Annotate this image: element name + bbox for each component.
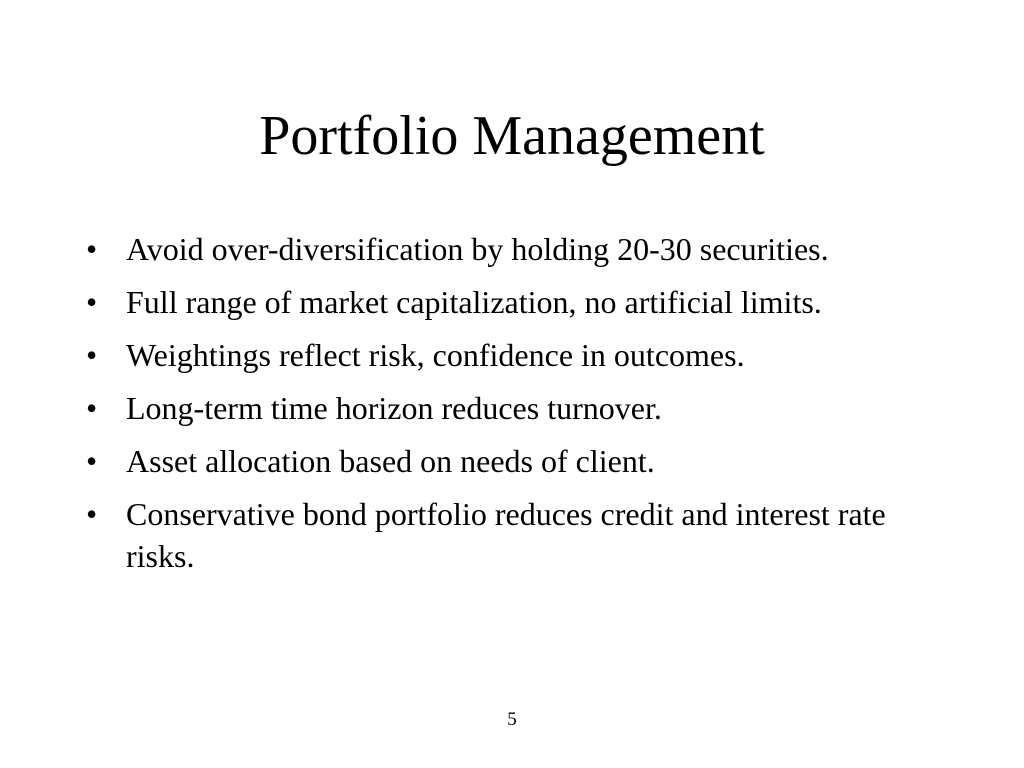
bullet-item	[86, 334, 946, 376]
bullet-icon: •	[86, 496, 98, 532]
bullet-icon: •	[86, 443, 98, 479]
bullet-text: Weightings reflect risk, confidence in outcomes.	[126, 337, 745, 373]
bullet-item	[86, 387, 946, 429]
slide-title: Portfolio Management	[259, 105, 765, 167]
bullet-item	[86, 493, 946, 577]
bullet-item	[86, 281, 946, 323]
bullet-icon: •	[86, 337, 98, 373]
bullet-text: Asset allocation based on needs of client.	[126, 443, 655, 479]
bullet-item	[86, 440, 946, 482]
page-number: 5	[507, 709, 517, 730]
bullet-text: Conservative bond portfolio reduces credit and interest rate risks.	[126, 496, 886, 574]
bullet-text: Avoid over-diversification by holding 20-30 securities.	[126, 231, 829, 267]
bullet-item	[86, 228, 946, 270]
bullet-list	[86, 228, 946, 588]
bullet-text: Long-term time horizon reduces turnover.	[126, 390, 662, 426]
bullet-text: Full range of market capitalization, no artificial limits.	[126, 284, 822, 320]
bullet-icon: •	[86, 284, 98, 320]
bullet-icon: •	[86, 231, 98, 267]
bullet-icon: •	[86, 390, 98, 426]
